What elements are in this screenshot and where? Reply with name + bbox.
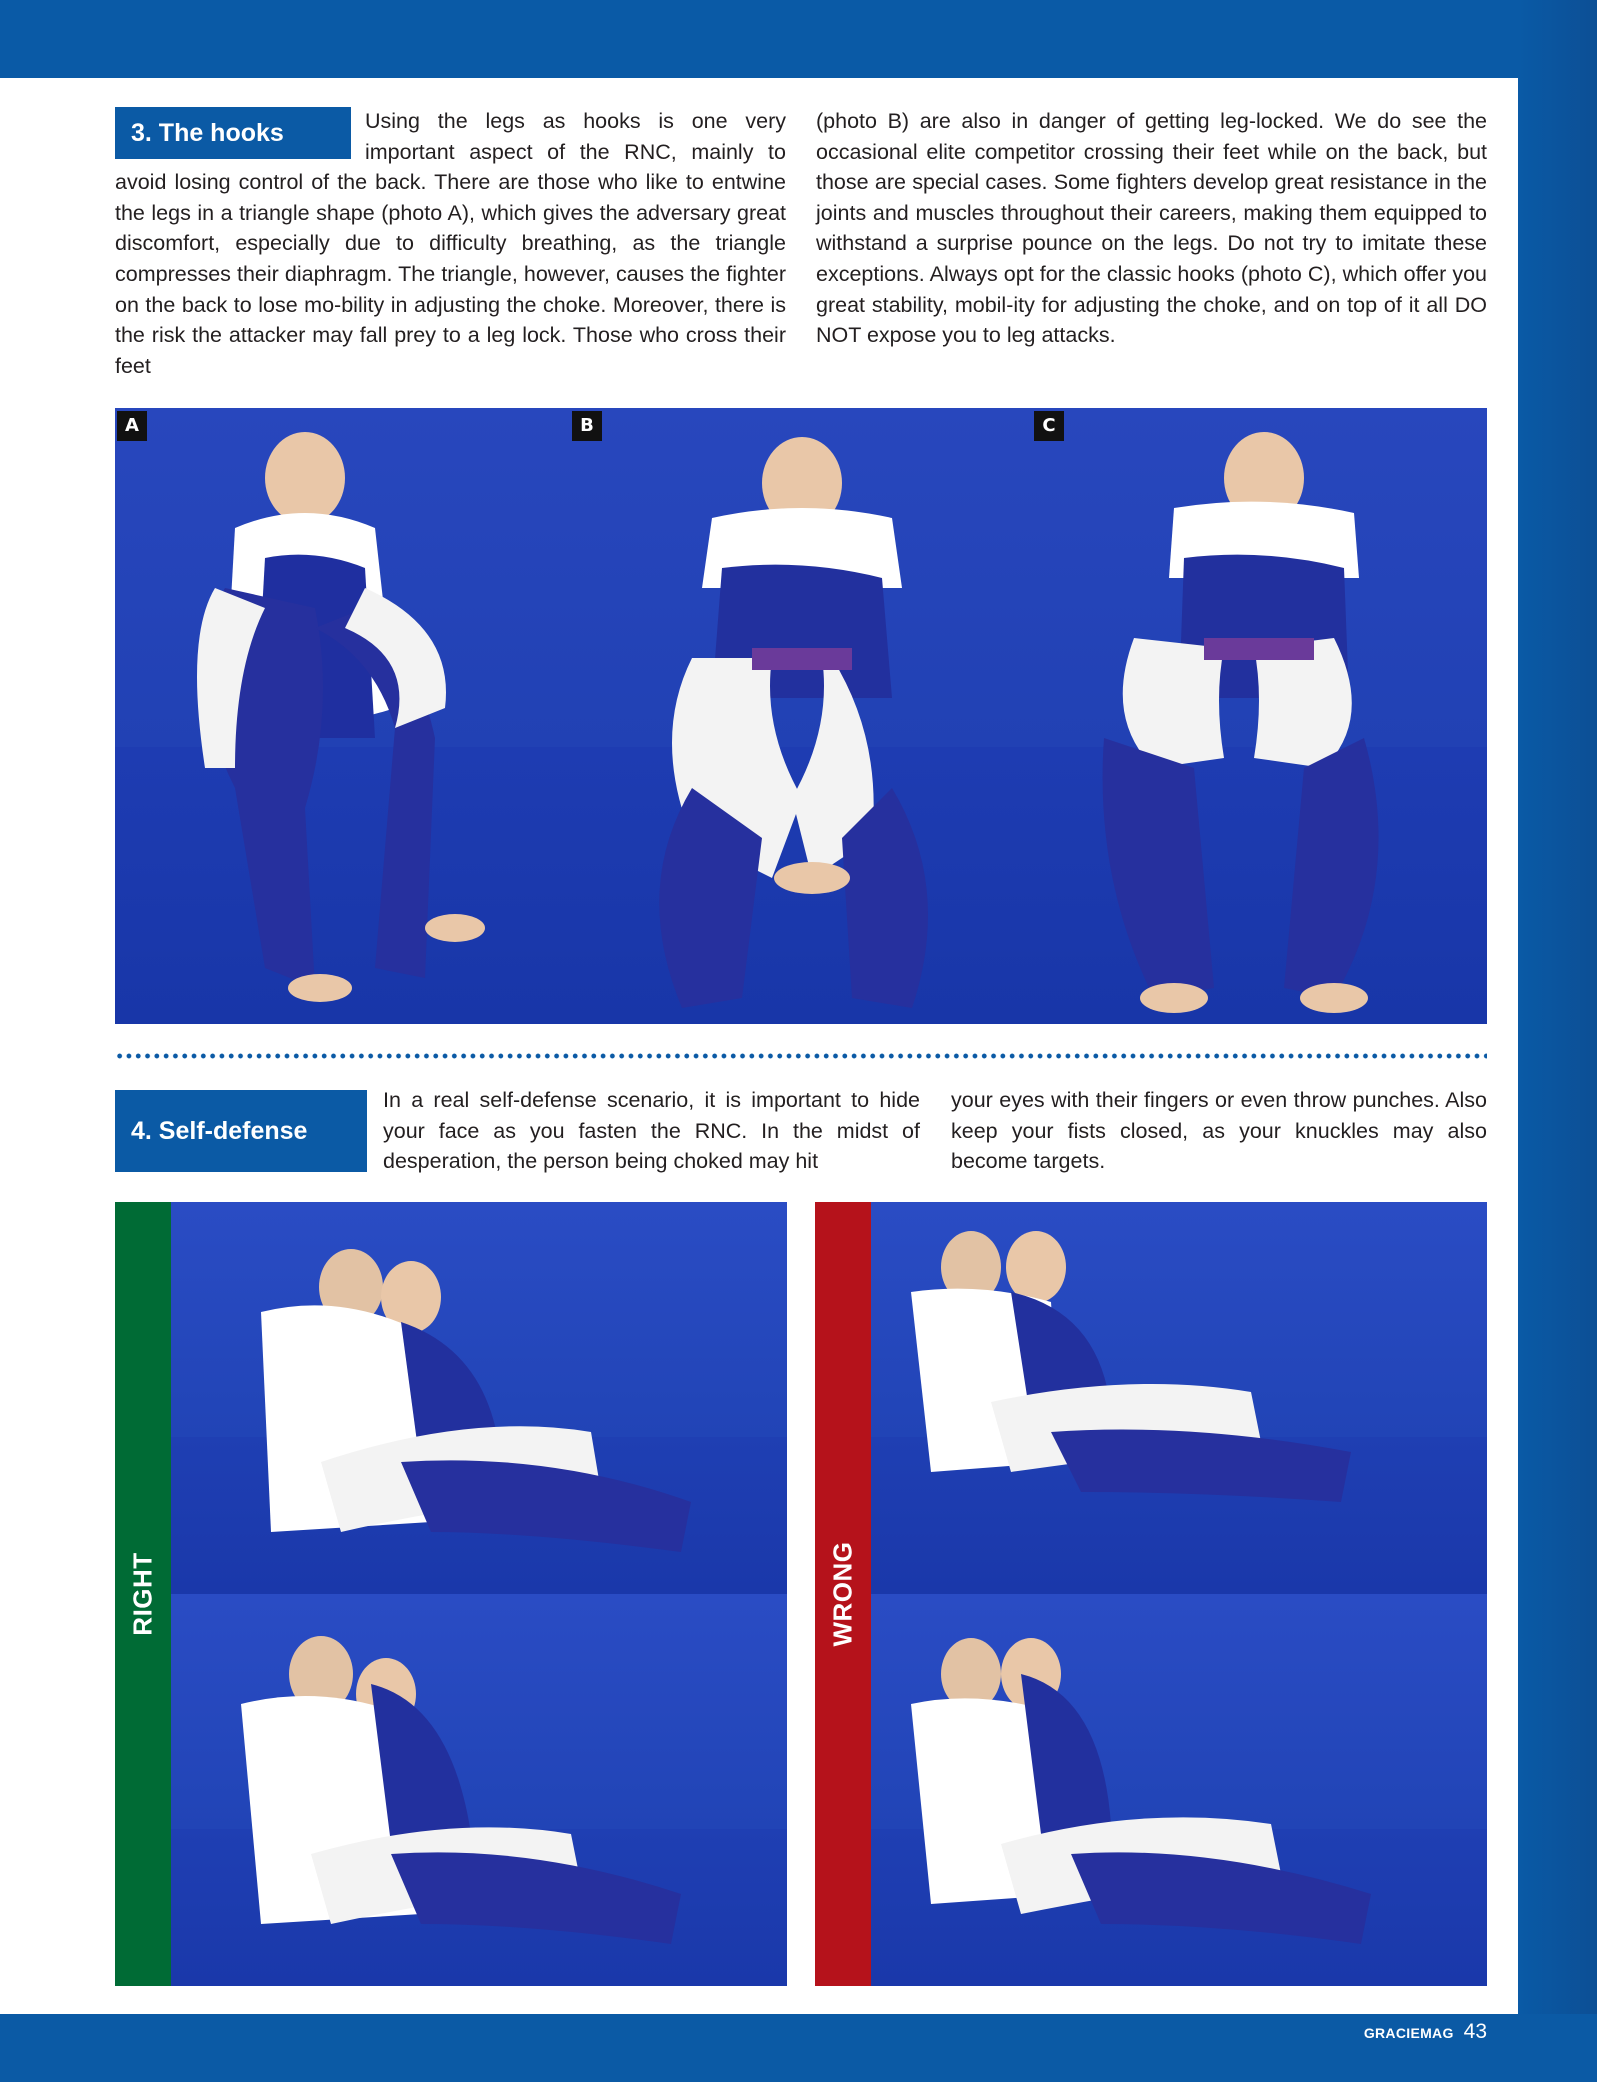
right-border-band	[1518, 0, 1597, 2082]
right-photo-top	[171, 1202, 787, 1594]
photo-c	[1034, 408, 1487, 1024]
wrong-photo-top	[871, 1202, 1487, 1594]
section4-column-left	[383, 1085, 920, 1177]
section3-text-left: Using the legs as hooks is one very important aspect of the RNC, mainly to avoid losing control of the back. There are those who like to entwine the legs in a triangle shape (photo A), which gives the adversary great discomfort, especially due to difficulty breathing, as the triangle compresses their diaphragm. The triangle, however, causes the fighter on the back to lose mo-bility in adjusting the choke. Moreover, there is the risk the attacker may fall prey to a leg lock. Those who cross their feet	[115, 109, 786, 378]
photo-b-figures	[572, 408, 1034, 1024]
wrong-photo-bottom	[871, 1594, 1487, 1986]
dotted-divider	[115, 1052, 1487, 1060]
wrong-label: WRONG	[827, 1541, 858, 1647]
section3-heading: 3. The hooks	[115, 107, 351, 159]
section3-column-right	[816, 106, 1487, 351]
section4-text-right: your eyes with their fingers or even throw punches. Also keep your fists closed, as your knuckles may also become targets.	[951, 1088, 1487, 1174]
right-photo-bottom	[171, 1594, 787, 1986]
section4-column-right	[951, 1085, 1487, 1177]
wrong-comparison	[815, 1202, 1487, 1986]
page-footer	[1364, 2020, 1487, 2044]
hooks-photo-strip	[115, 408, 1487, 1024]
photo-c-figures	[1034, 408, 1487, 1024]
photo-b-label: B	[572, 411, 602, 441]
page-number: 43	[1463, 2020, 1487, 2043]
photo-a-figures	[115, 408, 572, 1024]
magazine-name: GRACIEMAG	[1363, 2025, 1454, 2041]
right-comparison	[115, 1202, 787, 1986]
section3-column-left	[115, 106, 786, 381]
photo-b	[572, 408, 1034, 1024]
footer-band	[0, 2014, 1597, 2082]
photo-c-label: C	[1034, 411, 1064, 441]
section4-heading: 4. Self-defense	[115, 1090, 367, 1172]
right-label: RIGHT	[127, 1552, 158, 1636]
photo-a	[115, 408, 572, 1024]
section3-text-right: (photo B) are also in danger of getting leg-locked. We do see the occasional elite competitor crossing their feet while on the back, but those are special cases. Some fighters develop great resistance in the joints and muscles throughout their careers, making them equipped to withstand a surprise pounce on the legs. Do not try to imitate these exceptions. Always opt for the classic hooks (photo C), which offer you great stability, mobil-ity for adjusting the choke, and on top of it all DO NOT expose you to leg attacks.	[816, 109, 1487, 348]
photo-a-label: A	[117, 411, 147, 441]
wrong-label-bar	[815, 1202, 871, 1986]
right-label-bar	[115, 1202, 171, 1986]
section4-text-left: In a real self-defense scenario, it is important to hide your face as you fasten the RNC. In the midst of desperation, the person being choked may hit	[383, 1088, 920, 1174]
